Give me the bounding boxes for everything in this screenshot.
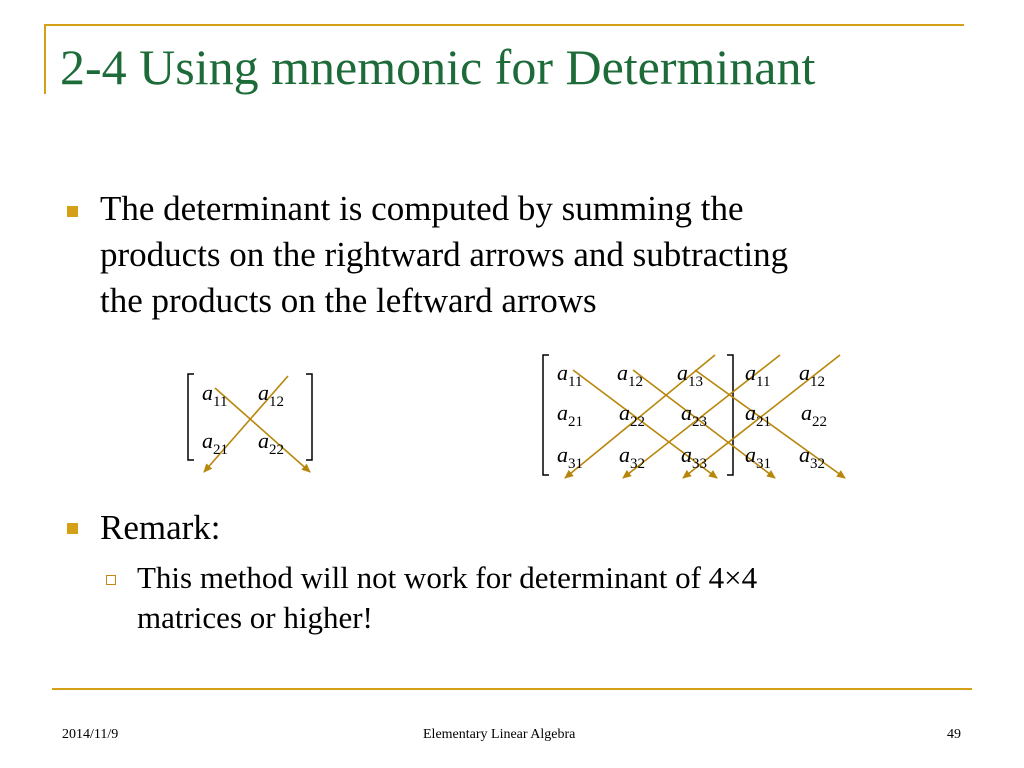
- left-bracket: [543, 355, 549, 475]
- entry-a11: a11: [202, 380, 228, 410]
- entry-a12: a12: [617, 360, 643, 390]
- entry-a22: a22: [258, 428, 284, 458]
- right-bracket: [727, 355, 733, 475]
- bullet-square-icon: [67, 523, 78, 534]
- right-bracket: [306, 374, 312, 460]
- entry-a33: a33: [681, 442, 707, 472]
- extra-entry-a11: a11: [745, 360, 771, 390]
- entry-a23: a23: [681, 400, 707, 430]
- sub-bullet-text-line-1: This method will not work for determinant of 4×4: [137, 560, 758, 595]
- determinant-3x3-diagram: [535, 350, 855, 490]
- bullet-text-line-1: The determinant is computed by summing the: [100, 189, 744, 228]
- extra-entry-a22: a22: [801, 400, 827, 430]
- sub-bullet-hollow-square-icon: [106, 575, 116, 585]
- entry-a22: a22: [619, 400, 645, 430]
- remark-label: Remark:: [100, 508, 221, 547]
- entry-a13: a13: [677, 360, 703, 390]
- extra-entry-a21: a21: [745, 400, 771, 430]
- extra-entry-a32: a32: [799, 442, 825, 472]
- footer-rule: [52, 688, 972, 690]
- entry-a31: a31: [557, 442, 583, 472]
- entry-a21: a21: [202, 428, 228, 458]
- footer-page-number: 49: [947, 727, 961, 742]
- bullet-text-line-3: the products on the leftward arrows: [100, 281, 597, 320]
- entry-a32: a32: [619, 442, 645, 472]
- slide-title: 2-4 Using mnemonic for Determinant: [60, 39, 816, 95]
- determinant-2x2-diagram: [180, 368, 330, 478]
- entry-a12: a12: [258, 380, 284, 410]
- extra-entry-a12: a12: [799, 360, 825, 390]
- footer-course: Elementary Linear Algebra: [423, 727, 576, 742]
- left-bracket: [188, 374, 194, 460]
- entry-a11: a11: [557, 360, 583, 390]
- frame-top-rule: [44, 24, 964, 26]
- sub-bullet-text-line-2: matrices or higher!: [137, 600, 373, 635]
- extra-entry-a31: a31: [745, 442, 771, 472]
- entry-a21: a21: [557, 400, 583, 430]
- frame-left-rule: [44, 24, 46, 94]
- footer-date: 2014/11/9: [62, 727, 119, 742]
- bullet-text-line-2: products on the rightward arrows and subtracting: [100, 235, 789, 274]
- bullet-square-icon: [67, 206, 78, 217]
